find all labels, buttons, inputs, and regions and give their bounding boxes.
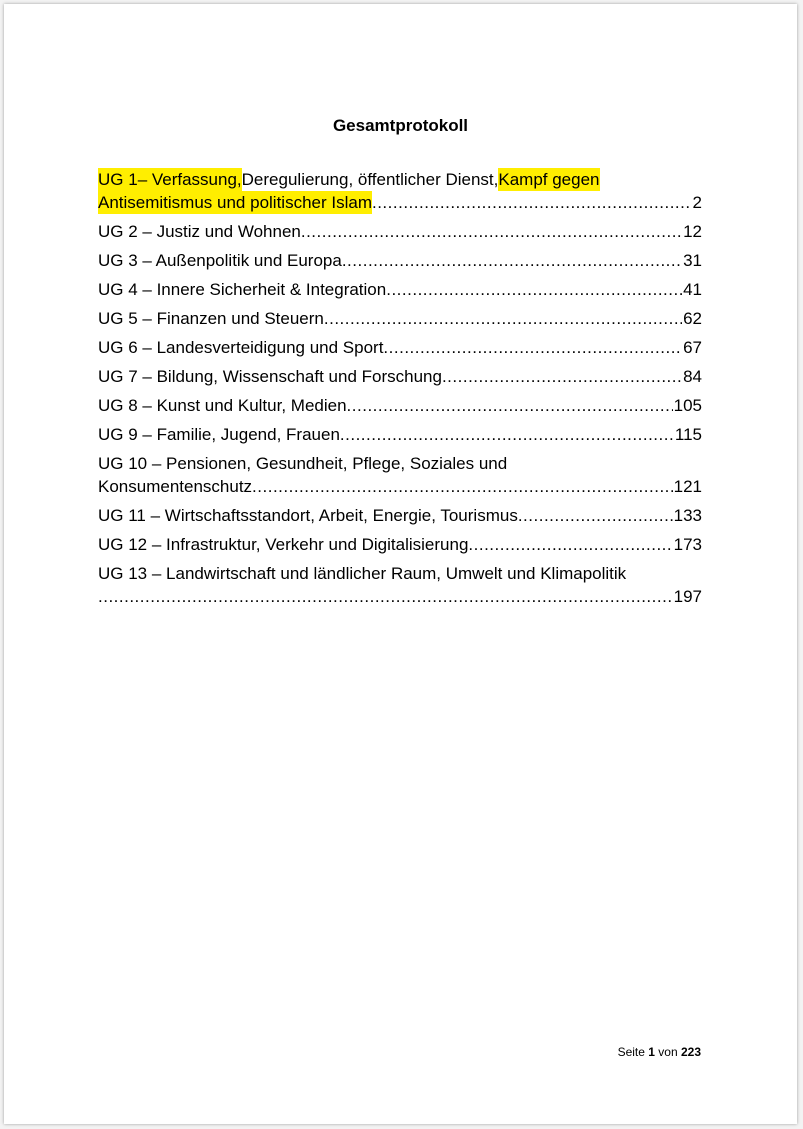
toc-entry-text: UG 12 – Infrastruktur, Verkehr und Digitalisierung	[98, 535, 469, 554]
toc-entry-text: UG 11 – Wirtschaftsstandort, Arbeit, Energie, Tourismus	[98, 506, 518, 525]
toc-entry-text: UG 8 – Kunst und Kultur, Medien	[98, 396, 347, 415]
toc-entry-ug8[interactable]	[98, 394, 702, 417]
toc-entry-ug2[interactable]	[98, 220, 702, 243]
toc-leader-dots	[252, 475, 673, 498]
toc-page-number: 173	[673, 535, 702, 554]
toc-entry-text-highlight: Kampf gegen	[498, 170, 600, 189]
toc-page-number: 31	[683, 251, 702, 270]
toc-entry-text: UG 5 – Finanzen und Steuern	[98, 309, 324, 328]
toc-page-number: 12	[683, 222, 702, 241]
toc-entry-ug7[interactable]	[98, 365, 702, 388]
toc-entry-text-highlight: UG 1	[98, 170, 138, 189]
document-title: Gesamtprotokoll	[332, 116, 469, 135]
footer-total-pages: 223	[680, 1045, 701, 1059]
toc-entry-ug3[interactable]	[98, 249, 702, 272]
toc-leader-dots	[340, 423, 674, 446]
toc-page-number: 133	[673, 506, 702, 525]
toc-page-number: 84	[683, 367, 702, 386]
toc-leader-dots	[347, 394, 673, 417]
toc-entry-text-highlight: Antisemitismus und politischer Islam	[98, 193, 372, 212]
toc-leader-dots	[383, 336, 682, 359]
toc-entry-ug12[interactable]	[98, 533, 702, 556]
toc-entry-ug1[interactable]	[98, 168, 702, 214]
toc-entry-ug11[interactable]	[98, 504, 702, 527]
toc-page-number: 67	[683, 338, 702, 357]
footer-middle: von	[654, 1045, 681, 1059]
toc-page-number: 115	[674, 425, 702, 444]
toc-page-number: 121	[673, 477, 702, 496]
toc-entry-text: UG 10 – Pensionen, Gesundheit, Pflege, Soziales und	[98, 454, 508, 473]
table-of-contents	[98, 168, 702, 614]
toc-entry-text: Deregulierung, öffentlicher Dienst,	[241, 170, 499, 189]
toc-leader-dots	[518, 504, 673, 527]
toc-entry-line	[98, 191, 702, 214]
toc-page-number: 2	[692, 193, 702, 212]
toc-entry-text: UG 6 – Landesverteidigung und Sport	[98, 338, 384, 357]
toc-page-number: 41	[683, 280, 702, 299]
toc-entry-ug9[interactable]	[98, 423, 702, 446]
toc-leader-dots	[372, 191, 692, 214]
toc-entry-line	[98, 168, 702, 191]
toc-entry-ug4[interactable]	[98, 278, 702, 301]
toc-page-number: 62	[683, 309, 702, 328]
toc-leader-dots	[301, 220, 682, 243]
toc-page-number: 105	[673, 396, 702, 415]
toc-leader-dots	[442, 365, 682, 388]
toc-leader-dots	[98, 585, 673, 608]
toc-entry-ug10[interactable]	[98, 452, 702, 498]
toc-entry-text-highlight: – Verfassung,	[137, 170, 242, 189]
footer-prefix: Seite	[617, 1045, 649, 1059]
toc-entry-text: UG 9 – Familie, Jugend, Frauen	[98, 425, 340, 444]
document-page	[4, 4, 797, 1124]
toc-leader-dots	[324, 307, 682, 330]
toc-entry-text: UG 3 – Außenpolitik und Europa	[98, 251, 342, 270]
footer-current-page: 1	[648, 1045, 655, 1059]
toc-entry-text: Konsumentenschutz	[98, 477, 253, 496]
toc-page-number: 197	[673, 587, 702, 606]
toc-leader-dots	[468, 533, 672, 556]
toc-entry-ug13[interactable]	[98, 562, 702, 608]
toc-leader-dots	[342, 249, 682, 272]
toc-entry-ug6[interactable]	[98, 336, 702, 359]
toc-entry-text: UG 7 – Bildung, Wissenschaft und Forschung	[98, 367, 442, 386]
toc-leader-dots	[386, 278, 682, 301]
toc-entry-text: UG 4 – Innere Sicherheit & Integration	[98, 280, 387, 299]
toc-entry-ug5[interactable]	[98, 307, 702, 330]
page-footer	[618, 1045, 701, 1059]
toc-entry-text: UG 13 – Landwirtschaft und ländlicher Raum, Umwelt und Klimapolitik	[98, 564, 627, 583]
toc-entry-text: UG 2 – Justiz und Wohnen	[98, 222, 301, 241]
